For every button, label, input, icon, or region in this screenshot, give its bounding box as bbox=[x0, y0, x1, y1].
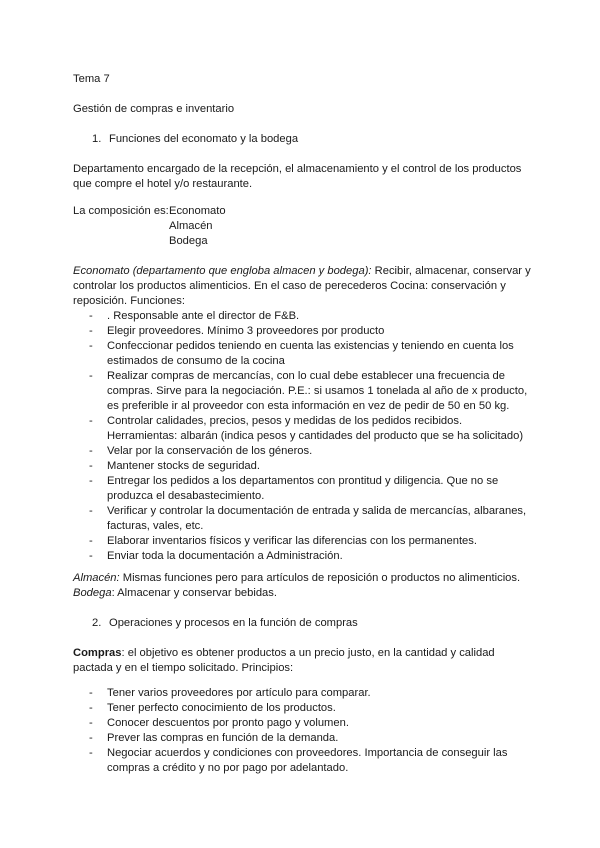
composition-label: La composición es: bbox=[73, 205, 169, 217]
document-title: Gestión de compras e inventario bbox=[73, 103, 235, 115]
composition-list bbox=[73, 204, 226, 249]
compras-principles-list bbox=[73, 686, 533, 776]
economato-term: Economato (departamento que engloba almacen y bodega): bbox=[73, 265, 372, 277]
almacen-paragraph: Almacén: Mismas funciones pero para artículos de reposición o productos no alimenticios. bbox=[73, 572, 521, 584]
economato-text: Recibir, almacenar, conservar y controlar los productos alimenticios. En el caso de perecederos Cocina: conservación y reposición. Funciones: bbox=[73, 265, 531, 307]
intro-paragraph: Departamento encargado de la recepción, el almacenamiento y el control de los productos que compre el hotel y/o restaurante. bbox=[73, 163, 522, 190]
bodega-term: Bodega bbox=[73, 587, 112, 599]
list-item: - . Responsable ante el director de F&B. bbox=[89, 310, 300, 322]
list-item: - Negociar acuerdos y condiciones con proveedores. Importancia de conseguir las compras a crédito y no por pago por adelantado. bbox=[89, 747, 508, 774]
list-item: - Entregar los pedidos a los departamentos con prontitud y diligencia. Que no se produzca el desabastecimiento. bbox=[89, 475, 499, 502]
list-item: - Mantener stocks de seguridad. bbox=[89, 460, 260, 472]
economato-functions-list bbox=[73, 309, 533, 564]
list-item: - Tener varios proveedores por artículo para comparar. bbox=[89, 687, 371, 699]
list-item: - Conocer descuentos por pronto pago y volumen. bbox=[89, 717, 349, 729]
section-heading-2 bbox=[92, 616, 358, 631]
bodega-paragraph: Bodega: Almacenar y conservar bebidas. bbox=[73, 587, 277, 599]
list-item: - Verificar y controlar la documentación de entrada y salida de mercancías, albaranes, facturas, vales, etc. bbox=[89, 505, 527, 532]
list-item: - Prever las compras en función de la demanda. bbox=[89, 732, 339, 744]
section-title: Funciones del economato y la bodega bbox=[109, 133, 299, 145]
section-title: Operaciones y procesos en la función de compras bbox=[109, 617, 358, 629]
compras-paragraph: Compras: el objetivo es obtener productos a un precio justo, en la cantidad y calidad pactada y en el tiempo solicitado. Principios: bbox=[73, 647, 495, 674]
almacen-term: Almacén: bbox=[73, 572, 120, 584]
list-item: - Elegir proveedores. Mínimo 3 proveedores por producto bbox=[89, 325, 385, 337]
list-item: - Enviar toda la documentación a Administración. bbox=[89, 550, 343, 562]
topic-number: Tema 7 bbox=[73, 73, 110, 85]
economato-paragraph bbox=[73, 264, 533, 309]
list-item: - Controlar calidades, precios, pesos y medidas de los pedidos recibidos. Herramientas: albarán (indica pesos y cantidades del producto que se ha solicitado) bbox=[89, 415, 524, 442]
section-heading-1 bbox=[92, 132, 298, 147]
list-item: - Realizar compras de mercancías, con lo cual debe establecer una frecuencia de compras. Sirve para la negociación. P.E.: si usamos 1 tonelada al año de x producto, es preferible ir al proveedor con esta información en vez de pedir de 50 en 50 kg. bbox=[89, 370, 528, 412]
composition-item: Bodega bbox=[169, 235, 208, 247]
section-number: 1. bbox=[92, 133, 102, 145]
composition-item: Almacén bbox=[169, 220, 213, 232]
list-item: - Elaborar inventarios físicos y verificar las diferencias con los permanentes. bbox=[89, 535, 477, 547]
list-item: - Confeccionar pedidos teniendo en cuenta las existencias y teniendo en cuenta los estimados de consumo de la cocina bbox=[89, 340, 514, 367]
list-item: - Velar por la conservación de los géneros. bbox=[89, 445, 313, 457]
composition-item: Economato bbox=[169, 205, 226, 217]
compras-term: Compras bbox=[73, 647, 122, 659]
section-number: 2. bbox=[92, 617, 102, 629]
list-item: - Tener perfecto conocimiento de los productos. bbox=[89, 702, 336, 714]
